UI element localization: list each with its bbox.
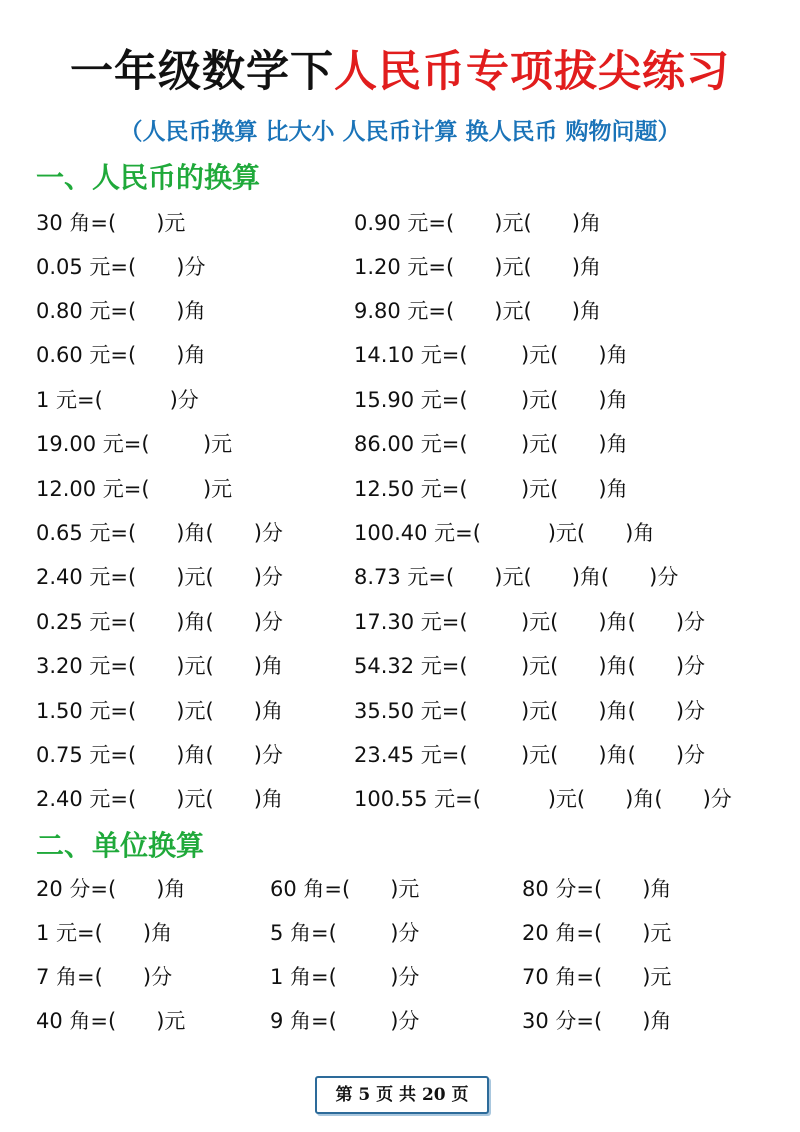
exercise-item: 0.25 元=( )角( )分	[36, 610, 283, 634]
exercise-item: 23.45 元=( )元( )角( )分	[354, 743, 706, 767]
exercise-item: 100.55 元=( )元( )角( )分	[354, 787, 732, 811]
exercise-item: 19.00 元=( )元	[36, 432, 233, 456]
section1-heading: 一、人民币的换算	[36, 161, 261, 194]
exercise-item: 86.00 元=( )元( )角	[354, 432, 628, 456]
exercise-item: 40 角=( )元	[36, 1009, 186, 1033]
exercise-item: 1 角=( )分	[270, 965, 420, 989]
exercise-item: 0.60 元=( )角	[36, 343, 206, 367]
exercise-item: 7 角=( )分	[36, 965, 173, 989]
exercise-item: 0.75 元=( )角( )分	[36, 743, 283, 767]
exercise-item: 1 元=( )分	[36, 388, 199, 412]
exercise-item: 54.32 元=( )元( )角( )分	[354, 654, 706, 678]
exercise-item: 20 分=( )角	[36, 877, 186, 901]
exercise-item: 1.50 元=( )元( )角	[36, 699, 283, 723]
exercise-item: 2.40 元=( )元( )分	[36, 565, 283, 589]
title-red-part: 人民币专项拔尖练习	[334, 47, 730, 97]
title-black-part: 一年级数学下	[70, 47, 334, 97]
exercise-item: 0.90 元=( )元( )角	[354, 211, 601, 235]
exercise-item: 0.80 元=( )角	[36, 299, 206, 323]
exercise-item: 3.20 元=( )元( )角	[36, 654, 283, 678]
page-number-label: 第 5 页 共 20 页	[335, 1085, 469, 1105]
exercise-item: 20 角=( )元	[522, 921, 672, 945]
exercise-item: 17.30 元=( )元( )角( )分	[354, 610, 706, 634]
exercise-item: 30 分=( )角	[522, 1009, 672, 1033]
section2-heading: 二、单位换算	[36, 829, 205, 862]
exercise-item: 14.10 元=( )元( )角	[354, 343, 628, 367]
exercise-item: 9.80 元=( )元( )角	[354, 299, 601, 323]
exercise-item: 1.20 元=( )元( )角	[354, 255, 601, 279]
worksheet-subtitle: （人民币换算 比大小 人民币计算 换人民币 购物问题）	[119, 119, 681, 145]
exercise-item: 80 分=( )角	[522, 877, 672, 901]
exercise-item: 0.05 元=( )分	[36, 255, 206, 279]
exercise-item: 8.73 元=( )元( )角( )分	[354, 565, 679, 589]
exercise-item: 9 角=( )分	[270, 1009, 420, 1033]
exercise-item: 60 角=( )元	[270, 877, 420, 901]
exercise-item: 100.40 元=( )元( )角	[354, 521, 655, 545]
exercise-item: 0.65 元=( )角( )分	[36, 521, 283, 545]
worksheet-title	[0, 44, 800, 100]
exercise-item: 2.40 元=( )元( )角	[36, 787, 283, 811]
exercise-item: 12.00 元=( )元	[36, 477, 233, 501]
exercise-item: 35.50 元=( )元( )角( )分	[354, 699, 706, 723]
exercise-item: 5 角=( )分	[270, 921, 420, 945]
exercise-item: 15.90 元=( )元( )角	[354, 388, 628, 412]
exercise-item: 1 元=( )角	[36, 921, 173, 945]
exercise-item: 30 角=( )元	[36, 211, 186, 235]
page-number-box	[315, 1076, 489, 1114]
exercise-item: 12.50 元=( )元( )角	[354, 477, 628, 501]
exercise-item: 70 角=( )元	[522, 965, 672, 989]
